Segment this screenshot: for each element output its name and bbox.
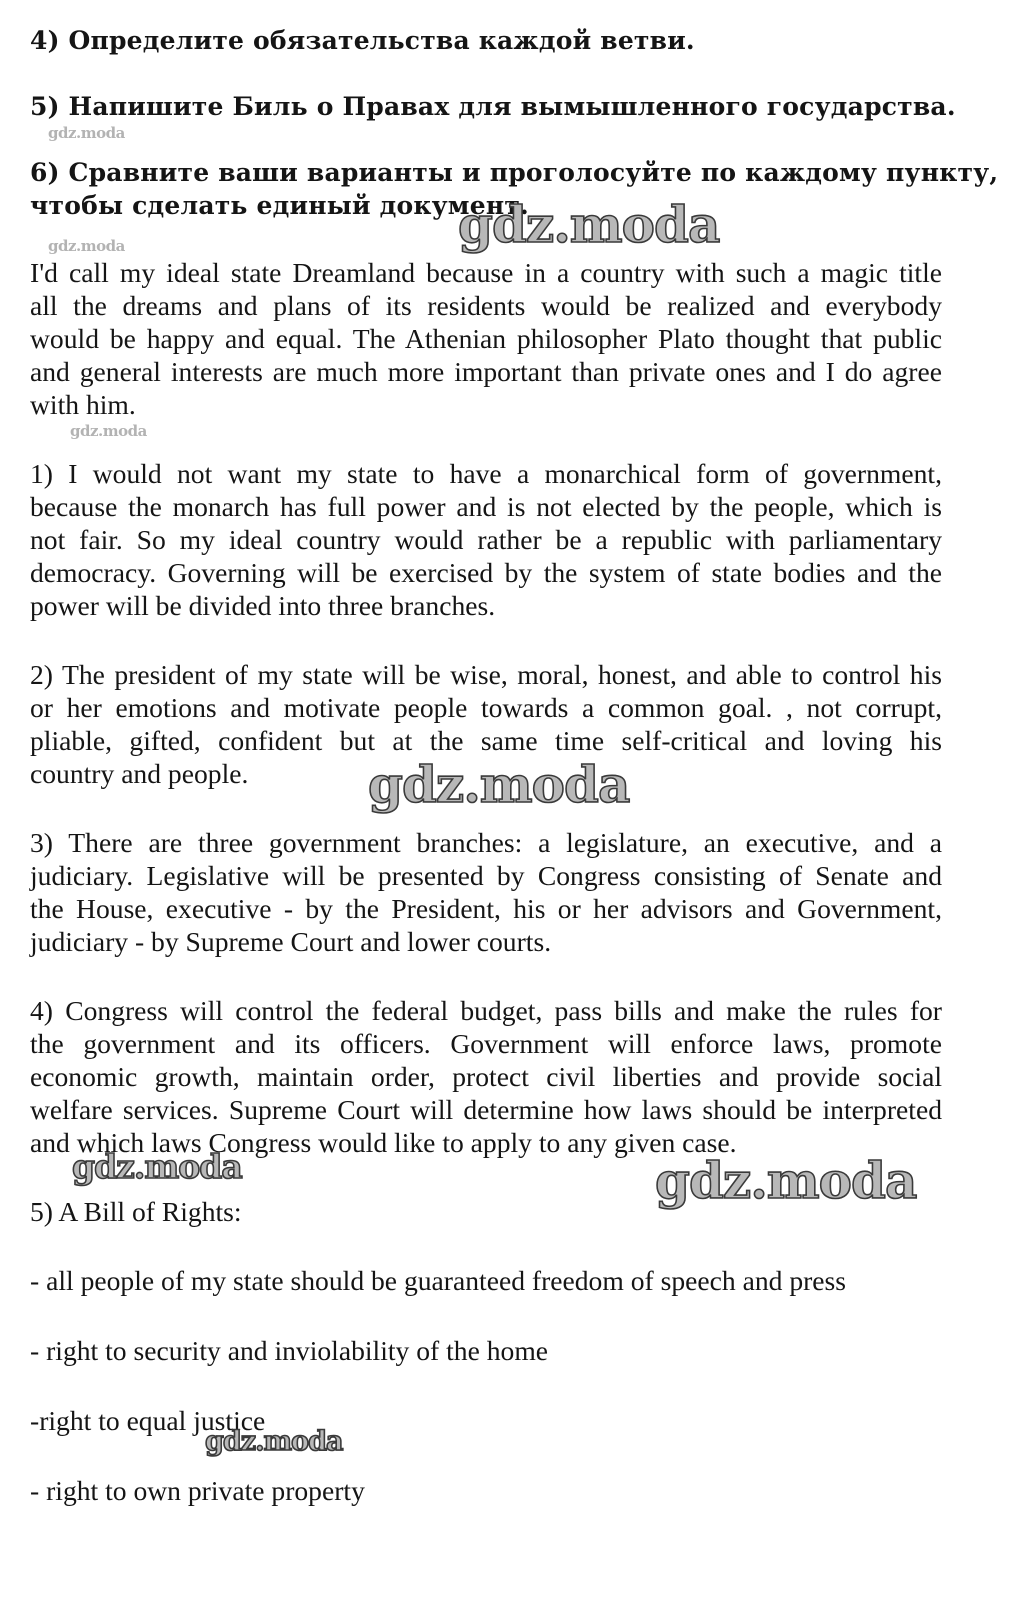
watermark-large: gdz.moda	[458, 195, 720, 254]
answer-4-line-1: 4) Congress will control the federal budget, pass bills and make the rules for	[30, 995, 942, 1026]
answer-1-line-5: power will be divided into three branches.	[30, 590, 496, 621]
answer-1-line-3: not fair. So my ideal country would rather be a republic with parliamentary	[30, 524, 942, 555]
answer-2-line-2: or her emotions and motivate people towards a common goal. , not corrupt,	[30, 692, 942, 723]
task-4-heading: 4) Определите обязательства каждой ветви.	[30, 26, 695, 55]
watermark-medium: gdz.moda	[205, 1426, 343, 1457]
task-6-heading-line-1: 6) Сравните ваши варианты и проголосуйте по каждому пункту,	[30, 158, 999, 187]
bill-of-rights-item-2: - right to security and inviolability of the home	[30, 1335, 549, 1366]
watermark-medium: gdz.moda	[72, 1147, 242, 1186]
answer-4-line-5: and which laws Congress would like to apply to any given case.	[30, 1127, 737, 1158]
watermark-small: gdz.moda	[48, 237, 125, 255]
intro-line-5: with him.	[30, 389, 136, 420]
answer-1-line-2: because the monarch has full power and is not elected by the people, which is	[30, 491, 942, 522]
bill-of-rights-item-3: -right to equal justice	[30, 1405, 266, 1436]
task-5-heading: 5) Напишите Биль о Правах для вымышленного государства.	[30, 92, 956, 121]
bill-of-rights-item-1: - all people of my state should be guaranteed freedom of speech and press	[30, 1265, 847, 1296]
answer-3-line-3: the House, executive - by the President, his or her advisors and Government,	[30, 893, 942, 924]
watermark-small: gdz.moda	[70, 422, 147, 440]
answer-2-line-4: country and people.	[30, 758, 249, 789]
answer-2-line-3: pliable, gifted, confident but at the same time self-critical and loving his	[30, 725, 942, 756]
answer-3-line-4: judiciary - by Supreme Court and lower courts.	[30, 926, 552, 957]
task-6-heading-line-2: чтобы сделать единый документ.	[30, 191, 529, 220]
answer-4-line-2: the government and its officers. Government will enforce laws, promote	[30, 1028, 942, 1059]
answer-3-line-2: judiciary. Legislative will be presented by Congress consisting of Senate and	[30, 860, 942, 891]
answer-4-line-3: economic growth, maintain order, protect civil liberties and provide social	[30, 1061, 942, 1092]
answer-4-line-4: welfare services. Supreme Court will determine how laws should be interpreted	[30, 1094, 942, 1125]
answer-1-line-1: 1) I would not want my state to have a monarchical form of government,	[30, 458, 942, 489]
watermark-large: gdz.moda	[655, 1151, 917, 1210]
answer-3-line-1: 3) There are three government branches: a legislature, an executive, and a	[30, 827, 942, 858]
intro-line-3: would be happy and equal. The Athenian philosopher Plato thought that public	[30, 323, 942, 354]
bill-of-rights-item-4: - right to own private property	[30, 1475, 365, 1506]
intro-line-1: I'd call my ideal state Dreamland because in a country with such a magic title	[30, 257, 942, 288]
watermark-small: gdz.moda	[48, 124, 125, 142]
intro-line-2: all the dreams and plans of its residents would be realized and everybody	[30, 290, 942, 321]
answer-2-line-1: 2) The president of my state will be wise, moral, honest, and able to control his	[30, 659, 942, 690]
answer-1-line-4: democracy. Governing will be exercised by the system of state bodies and the	[30, 557, 942, 588]
watermark-large: gdz.moda	[368, 755, 630, 814]
intro-line-4: and general interests are much more important than private ones and I do agree	[30, 356, 942, 387]
bill-of-rights-heading: 5) A Bill of Rights:	[30, 1196, 242, 1227]
